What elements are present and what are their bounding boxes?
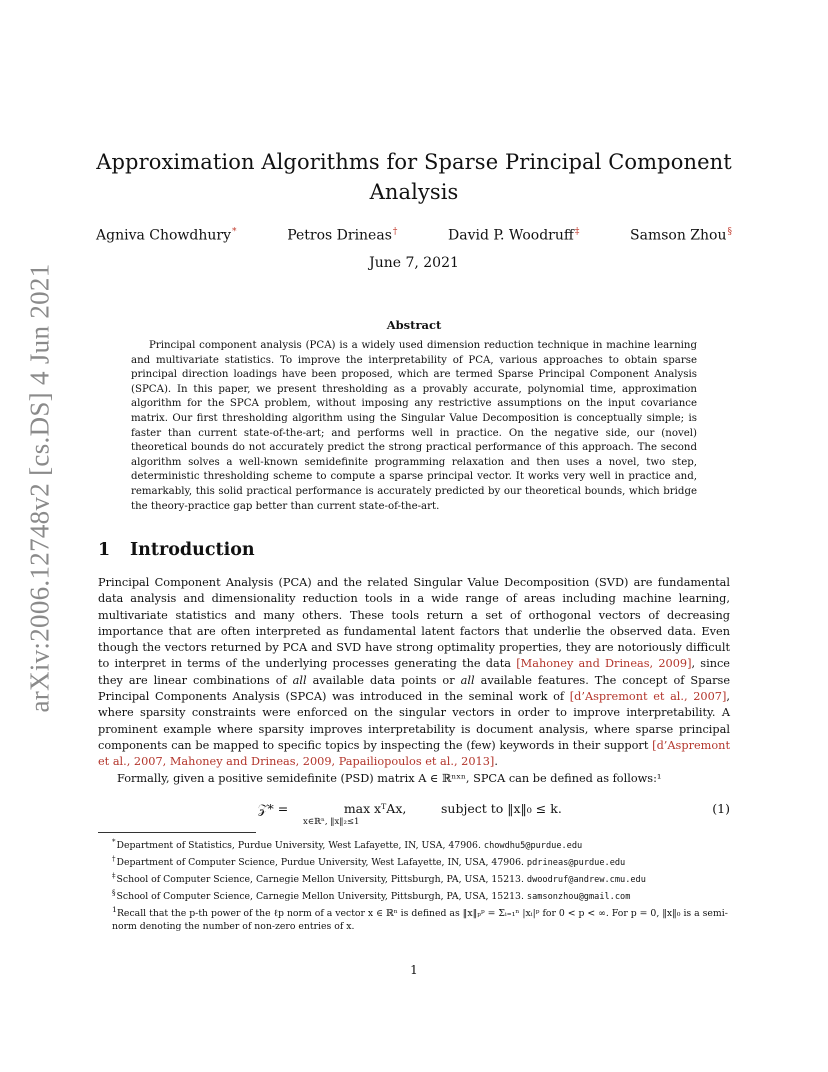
abstract-heading: Abstract: [386, 318, 442, 332]
footnote: §School of Computer Science, Carnegie Mellon University, Pittsburgh, PA, USA, 15213. samsonzhou@gmail.com: [112, 889, 631, 903]
footnote: *Department of Statistics, Purdue University, West Lafayette, IN, USA, 47906. chowdhu5@purdue.edu: [112, 838, 583, 852]
email-link[interactable]: samsonzhou@gmail.com: [526, 892, 631, 903]
paper-title: Approximation Algorithms for Sparse Principal Component Analysis: [96, 150, 732, 204]
author: Samson Zhou§: [630, 227, 732, 244]
author: Petros Drineas†: [287, 227, 398, 244]
section-title: Introduction: [130, 540, 255, 560]
equation-number: (1): [712, 801, 730, 816]
equation-subscript: x∈ℝⁿ, ‖x‖₂≤1: [303, 817, 360, 827]
footnote-norm-definition: $^1$Recall that the p-th power of the ℓp norm of a vector x ∈ ℝⁿ is defined as ‖x‖ₚᵖ = Σᵢ₌₁ⁿ |xᵢ|ᵖ for 0 < p < ∞. For p = 0, ‖x‖₀ is a semi-norm denoting the number of non-zero entries of x.: [112, 905, 728, 932]
publication-date: June 7, 2021: [369, 255, 459, 271]
abstract-text: Principal component analysis (PCA) is a widely used dimension reduction technique in machine learning and multivariate statistics. To improve the interpretability of PCA, various approaches to obtain sparse principal direction loadings have been proposed, which are termed Sparse Principal Component Analysis (SPCA). In this paper, we present thresholding as a provably accurate, polynomial time, approximation algorithm for the SPCA problem, without imposing any restrictive assumptions on the input covariance matrix. Our first thresholding algorithm using the Singular Value Decomposition is conceptually simple; is faster than current state-of-the-art; and performs well in practice. On the negative side, our (novel) theoretical bounds do not accurately predict the strong practical performance of this approach. The second algorithm solves a well-known semidefinite programming relaxation and then uses a novel, two step, deterministic thresholding scheme to compute a sparse principal vector. It works very well in practice and, remarkably, this solid practical performance is accurately predicted by our theoretical bounds, which bridge the theory-practice gap better than current state-of-the-art.: [131, 340, 697, 512]
footnote-divider: [98, 832, 256, 833]
equation-constraint: subject to ‖x‖₀ ≤ k.: [441, 801, 562, 816]
equation-body: xᵀAx,: [374, 801, 407, 816]
email-link[interactable]: pdrineas@purdue.edu: [526, 858, 626, 869]
footnote: ‡School of Computer Science, Carnegie Mellon University, Pittsburgh, PA, USA, 15213. dwoodruf@andrew.cmu.edu: [112, 872, 646, 886]
page-number: 1: [410, 963, 418, 977]
footnote: †Department of Computer Science, Purdue University, West Lafayette, IN, USA, 47906. pdrineas@purdue.edu: [112, 855, 626, 869]
author: Agniva Chowdhury*: [96, 227, 237, 244]
email-link[interactable]: chowdhu5@purdue.edu: [483, 841, 583, 852]
section-number: 1: [98, 540, 111, 560]
author-list: [96, 222, 732, 246]
spca-equation: [98, 795, 730, 831]
equation-operator: max: [343, 801, 371, 816]
section-heading: [98, 540, 698, 560]
email-link[interactable]: dwoodruf@andrew.cmu.edu: [526, 875, 646, 886]
footnotes: [98, 836, 732, 934]
arxiv-identifier-stamp: arXiv:2006.12748v2 [cs.DS] 4 Jun 2021: [24, 263, 55, 713]
author: David P. Woodruff‡: [448, 227, 580, 244]
citation-link[interactable]: [d’Aspremont et al., 2007]: [569, 690, 727, 704]
citation-link[interactable]: [Mahoney and Drineas, 2009]: [516, 657, 692, 671]
introduction-body: [98, 575, 730, 787]
citation-link[interactable]: [d’Aspremont et al., 2007, Mahoney and Drineas, 2009, Papailiopoulos et al., 2013]: [98, 738, 730, 769]
intro-paragraph: Principal Component Analysis (PCA) and the related Singular Value Decomposition (SVD) are fundamental data analysis and dimensionality reduction tools in a wide range of areas including machine learning, multivariate statistics and many others. These tools return a set of orthogonal vectors of decreasing importance that are often interpreted as fundamental latent factors that underlie the observed data. Even though the vectors returned by PCA and SVD have strong optimality properties, they are notoriously difficult to interpret in terms of the underlying processes generating the data [Mahoney and Drineas, 2009], since they are linear combinations of all available data points or all available features. The concept of Sparse Principal Components Analysis (SPCA) was introduced in the seminal work of [d’Aspremont et al., 2007], where sparsity constraints were enforced on the singular vectors in order to improve interpretability. A prominent example where sparsity improves interpretability is document analysis, where sparse principal components can be mapped to specific topics by inspecting the (few) keywords in their support [d’Aspremont et al., 2007, Mahoney and Drineas, 2009, Papailiopoulos et al., 2013].: [98, 576, 731, 769]
equation-lhs: 𝒵* =: [258, 801, 289, 816]
intro-paragraph: Formally, given a positive semidefinite (PSD) matrix A ∈ ℝⁿˣⁿ, SPCA can be defined as follows:¹: [117, 771, 662, 785]
